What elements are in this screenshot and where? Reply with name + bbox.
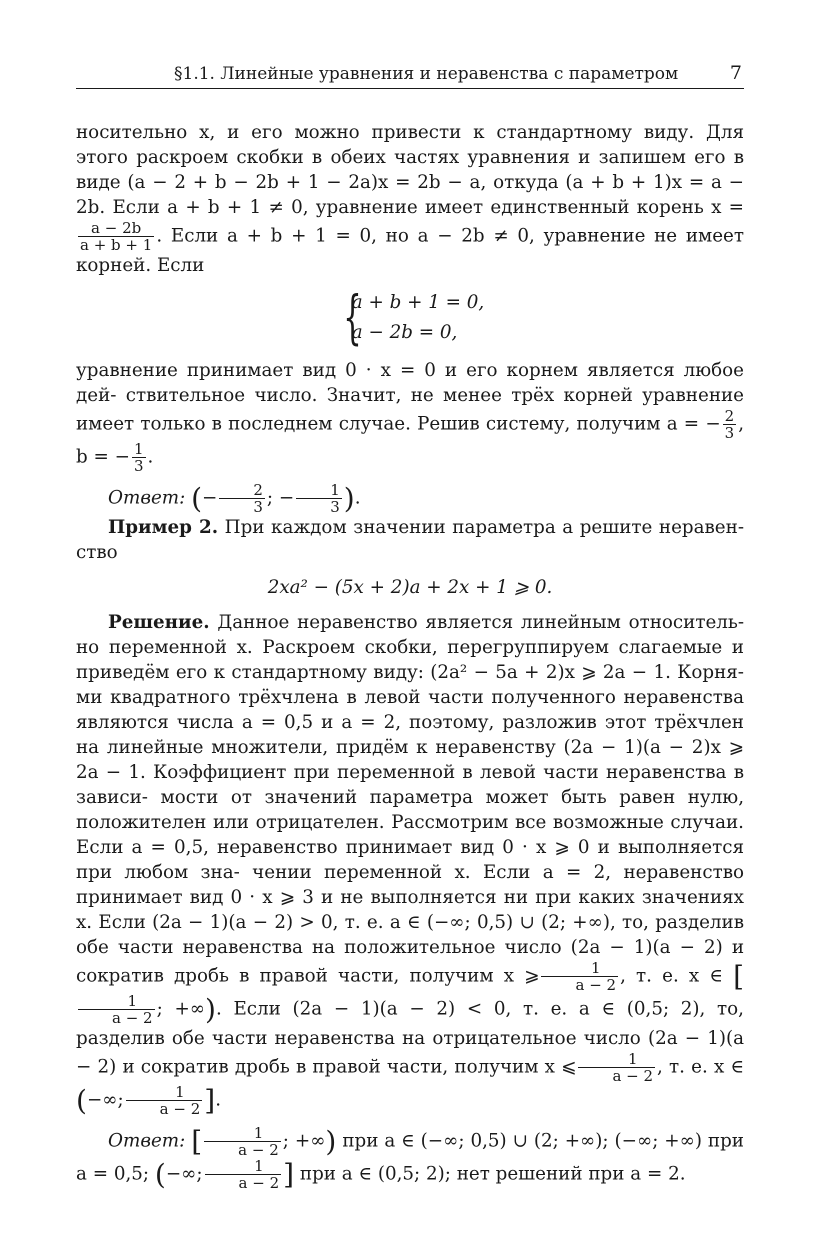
text-line: только в последнем случае. Решив систему, получим a = − — [140, 413, 721, 435]
text-line: носительно x, и его можно привести к стандартному виду. Для этого — [76, 122, 744, 168]
text-line: ство — [76, 542, 118, 563]
fraction: $\frac{a - 2b}{a + b + 1}$ — [80, 219, 153, 254]
text-line: x ⩽ — [544, 1056, 577, 1078]
paragraph: носительно x, и его можно привести к стандартному виду. Для этого раскроем скобки в обеих частях уравнения и запишем его в виде (a − 2 + b − 2b + 1 − 2a)x = 2b − a, откуда (a + b + 1)x = a − 2b. Если a + b + 1 ≠ 0, уравнение имеет единственный корень x = $\frac{a - 2b}{a + b + 1}$ . Если a + b + 1 = 0, но a − 2b ≠ 0, уравнение не имеет корней. Если — [76, 122, 745, 276]
answer-label: Ответ: — [108, 487, 186, 509]
example-label: Пример 2. — [108, 517, 219, 538]
text-line: Коэффициент при переменной в левой части неравенства в зависи- — [76, 762, 745, 808]
text-line: положительное число (2a − 1)(a − 2) и сократив дробь в правой — [76, 937, 745, 987]
inequality-formula: 2xa² − (5x + 2)a + 2x + 1 ⩾ 0. — [267, 577, 553, 598]
answer-label: Ответ: — [108, 1130, 186, 1152]
text-line: a + b + 1 ≠ 0, уравнение имеет единственный корень x = — [167, 197, 744, 218]
text-line: т. е. a ∈ (−∞; 0,5) ∪ (2; +∞), то, разделив обе части неравенства на — [76, 912, 745, 958]
running-header — [76, 60, 744, 89]
header-title: §1.1. Линейные уравнения и неравенства с параметром — [174, 64, 679, 84]
text-line: число (2a − 1)(a − 2) и сократив дробь в правой части, получим — [76, 1028, 745, 1078]
fraction: $\frac{1}{a - 2}$ — [78, 993, 155, 1026]
solution-label: Решение. — [108, 612, 210, 633]
system-equation: a − 2b = 0, — [351, 322, 458, 343]
fraction: $\frac{1}{a - 2}$ — [126, 1084, 203, 1117]
text-line: мости от значений параметра может быть равен нулю, положителен — [76, 787, 744, 833]
solution: Решение. Данное неравенство является линейным относитель- но переменной x. Раскроем скобки, перегруппируем слагаемые и приведём его к стандартному виду: (2a² − 5a + 2)x ⩾ 2a − 1. Корня- ми квадратного трёхчлена в левой части полученного неравенства являются числа a = 0,5 и a = 2, поэтому, разложив этот трёхчлен на линейные множители, придём к неравенству (2a − 1)(a − 2)x ⩾ 2a − 1. Коэффициент при переменной в левой части неравенства в зависи- мости от значений параметра может быть равен нулю, положителен или отрицателен. Рассмотрим все возможные случаи. Если a = 0,5, неравенство принимает вид 0 · x ⩾ 0 и выполняется при любом зна- чении переменной x. Если a = 2, неравенство принимает вид 0 · x ⩾ 3 и не выполняется ни при каких значениях x. Если (2a − 1)(a − 2) > 0, т. е. a ∈ (−∞; 0,5) ∪ (2; +∞), то, разделив обе части неравенства на положительное число (2a − 1)(a − 2) и сократив дробь в правой части, получим x ⩾ $\frac{1}{a - 2}$ , т. е. x ∈ [ $\frac{1}{a - 2}$ ; +∞). Если (2a − 1)(a − 2) < 0, т. е. a ∈ (0,5; 2), то, разделив обе части неравенства на отрицательное число (2a − 1)(a − 2) и сократив дробь в правой части, получим x ⩽ $\frac{1}{a - 2}$ , т. е. x ∈ (−∞; $\frac{1}{a - 2}$ ]. — [76, 612, 745, 1118]
text-line: раскроем скобки в обеих частях уравнения и запишем его в виде — [76, 147, 745, 193]
text-line: неравенство принимает вид 0 · x ⩾ 0 и выполняется при любом зна- — [76, 837, 745, 883]
text-line: ми квадратного трёхчлена в левой части полученного неравенства — [76, 687, 744, 708]
text-line: , т. е. x ∈ — [657, 1056, 744, 1078]
text-line: Данное неравенство является линейным относитель- — [217, 612, 745, 633]
text-line: ; +∞ — [156, 998, 205, 1020]
text-line: чении переменной x. Если a = 2, неравенство принимает вид 0 · x ⩾ 3 — [76, 862, 745, 908]
answer-1: Ответ: (− $\frac{2}{3}$ ; − $\frac{1}{3}$ ). — [108, 481, 361, 516]
text-line: (a − 2 + b − 2b + 1 − 2a)x = 2b − a, откуда (a + b + 1)x = a − 2b. Если — [76, 172, 744, 218]
fraction: $\frac{1}{a - 2}$ — [205, 1158, 282, 1191]
text-line: Если a + b + 1 = 0, но a − 2b ≠ 0, уравнение не имеет корней. Если — [76, 225, 744, 276]
fraction: $\frac{1}{3}$ — [133, 440, 144, 475]
text-body — [76, 120, 744, 1191]
example-2 — [76, 515, 744, 565]
text-line: части, получим x ⩾ — [338, 965, 540, 987]
text-line: т. е. a ∈ (0,5; 2), то, разделив обе части неравенства на отрицательное — [76, 998, 744, 1049]
text-line: и не выполняется ни при каких значениях x. Если (2a − 1)(a − 2) > 0, — [76, 887, 744, 933]
text-line: при a ∈ (0,5; 2); нет решений при a = 2. — [299, 1163, 686, 1185]
text-line: a = 0,5; — [76, 1163, 150, 1185]
page-number: 7 — [729, 62, 742, 84]
text-line: , b = − — [76, 413, 744, 468]
fraction: $\frac{1}{3}$ — [296, 482, 342, 515]
text-line: являются числа a = 0,5 и a = 2, поэтому, разложив этот трёхчлен на — [76, 712, 744, 758]
text-line: −∞; — [86, 1089, 124, 1111]
text-line: При каждом значении параметра a решите неравен- — [224, 517, 744, 538]
paragraph: уравнение принимает вид 0 · x = 0 и его корнем является любое дей- ствительное число. Значит, не менее трёх корней уравнение имеет только в последнем случае. Решив систему, получим a = − $\frac{2}{3}$ , b = − $\frac{1}{3}$ . — [76, 360, 745, 475]
fraction: $\frac{2}{3}$ — [219, 482, 265, 515]
fraction: $\frac{1}{a - 2}$ — [578, 1051, 655, 1084]
text-line: ствительное число. Значит, не менее трёх корней уравнение имеет — [76, 385, 745, 435]
fraction: $\frac{1}{a - 2}$ — [204, 1125, 281, 1158]
text-line: или отрицателен. Рассмотрим все возможные случаи. Если a = 0,5, — [76, 812, 744, 858]
equation-system: { a + b + 1 = 0, a − 2b = 0, — [342, 283, 485, 351]
fraction: $\frac{1}{a - 2}$ — [541, 960, 618, 993]
answer-2: Ответ: [ $\frac{1}{a - 2}$ ; +∞) при a ∈ (−∞; 0,5) ∪ (2; +∞); (−∞; +∞) при a = 0,5; (−∞; $\frac{1}{a - 2}$ ] при a ∈ (0,5; 2); нет решений при a = 2. — [76, 1124, 744, 1192]
text-line: но переменной x. Раскроем скобки, перегруппируем слагаемые и — [76, 637, 744, 658]
text-line: . Если (2a − 1)(a − 2) < 0, — [215, 998, 512, 1020]
fraction: $\frac{2}{3}$ — [724, 407, 735, 442]
text-line: при a ∈ (−∞; 0,5) ∪ (2; +∞); (−∞; +∞) при — [342, 1130, 744, 1152]
text-line: линейные множители, придём к неравенству (2a − 1)(a − 2)x ⩾ 2a − 1. — [76, 737, 745, 783]
system-equation: a + b + 1 = 0, — [351, 292, 485, 313]
text-line: ; +∞ — [282, 1130, 326, 1152]
text-line: приведём его к стандартному виду: (2a² − 5a + 2)x ⩾ 2a − 1. Корня- — [76, 662, 744, 683]
text-line: уравнение принимает вид 0 · x = 0 и его корнем является любое дей- — [76, 360, 744, 406]
text-line: −∞; — [165, 1163, 203, 1185]
text-line: , т. е. x ∈ — [620, 965, 723, 987]
